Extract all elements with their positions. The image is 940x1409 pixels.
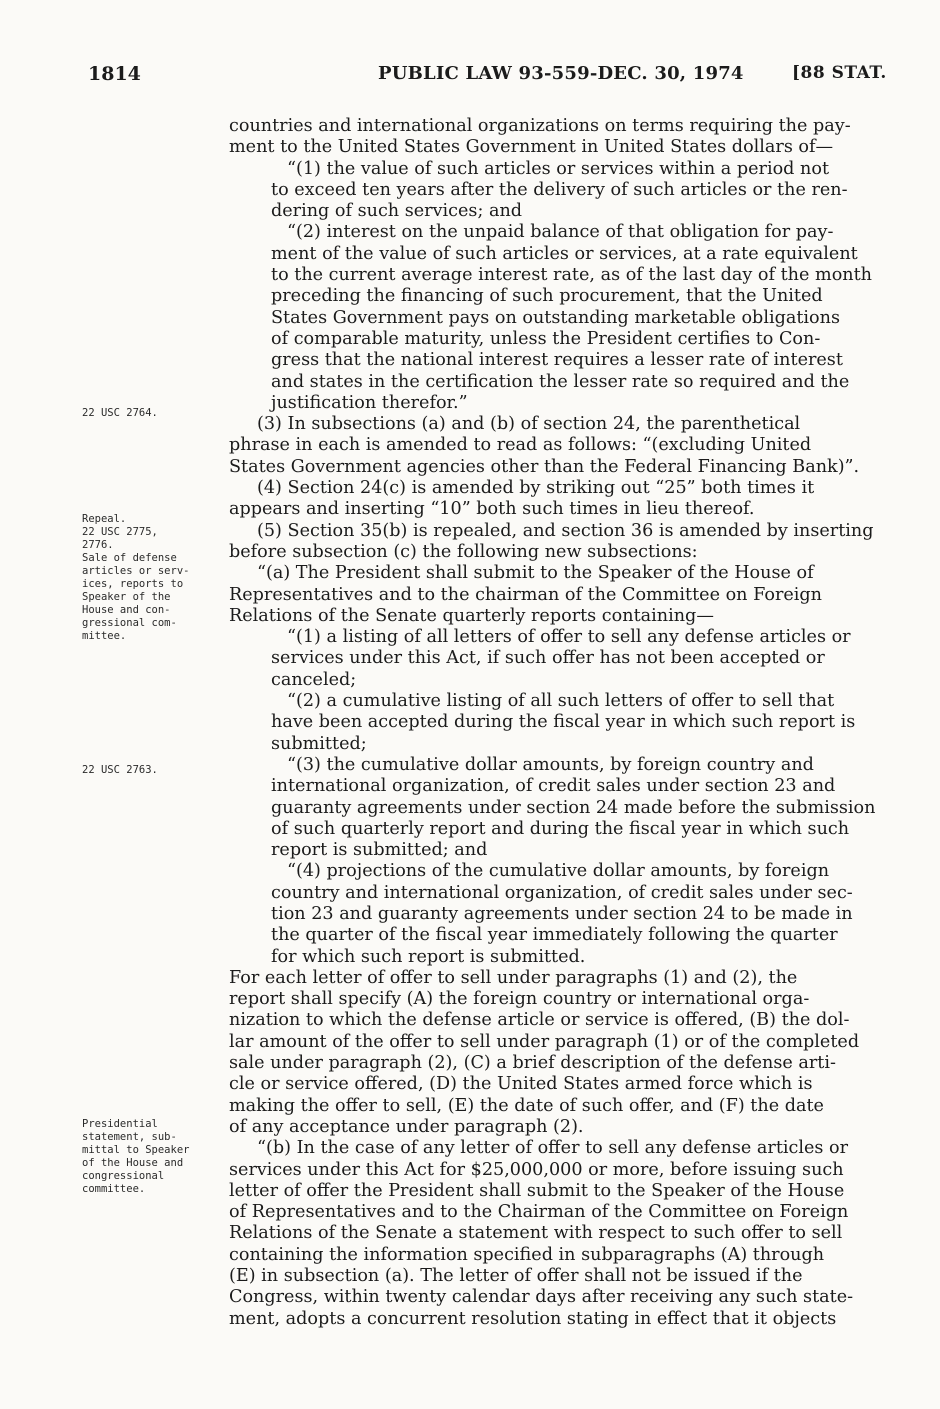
text-line: dering of such services; and bbox=[271, 201, 523, 222]
text-line: countries and international organizations on terms requiring the pay- bbox=[229, 116, 851, 136]
text-line: making the offer to sell, (E) the date of such offer, and (F) the date bbox=[229, 1095, 824, 1116]
text-line: “(2) a cumulative listing of all such letters of offer to sell that bbox=[287, 691, 835, 712]
text-line: phrase in each is amended to read as follows: “(excluding United bbox=[229, 435, 812, 456]
text-line: canceled; bbox=[271, 669, 357, 690]
margin-note-usc-2763 bbox=[82, 764, 212, 777]
text-line: nization to which the defense article or service is offered, (B) the dol- bbox=[229, 1010, 850, 1031]
margin-note-line: mittee. bbox=[82, 630, 127, 642]
text-line: country and international organization, of credit sales under sec- bbox=[271, 882, 853, 903]
margin-note-line: of the House and bbox=[82, 1157, 184, 1169]
margin-note-line: 2776. bbox=[82, 539, 114, 551]
text-line: letter of offer the President shall submit to the Speaker of the House bbox=[229, 1180, 845, 1201]
text-line: the quarter of the fiscal year immediately following the quarter bbox=[271, 925, 838, 946]
text-line: (E) in subsection (a). The letter of offer shall not be issued if the bbox=[229, 1266, 803, 1287]
margin-note-presidential-statement bbox=[82, 1118, 212, 1196]
text-line: Representatives and to the chairman of the Committee on Foreign bbox=[229, 584, 822, 605]
text-line: appears and inserting “10” both such times in lieu thereof. bbox=[229, 499, 755, 520]
volume-reference: [88 STAT. bbox=[792, 63, 887, 83]
text-line: preceding the financing of such procurement, that the United bbox=[271, 286, 823, 307]
margin-note-line: gressional com- bbox=[82, 617, 177, 629]
margin-note-line: Speaker of the bbox=[82, 591, 171, 603]
text-line: ment to the United States Government in United States dollars of— bbox=[229, 137, 834, 158]
text-line: cle or service offered, (D) the United States armed force which is bbox=[229, 1074, 813, 1095]
text-line: Congress, within twenty calendar days after receiving any such state- bbox=[229, 1287, 854, 1308]
margin-note-line: committee. bbox=[82, 1183, 146, 1195]
text-line: of any acceptance under paragraph (2). bbox=[229, 1116, 584, 1137]
text-line: submitted; bbox=[271, 733, 367, 754]
text-line: sale under paragraph (2), (C) a brief description of the defense arti- bbox=[229, 1053, 836, 1074]
text-line: “(2) interest on the unpaid balance of that obligation for pay- bbox=[287, 222, 834, 243]
margin-note-line: articles or serv- bbox=[82, 565, 190, 577]
text-line: (5) Section 35(b) is repealed, and section 36 is amended by inserting bbox=[257, 520, 874, 541]
running-title: PUBLIC LAW 93-559-DEC. 30, 1974 bbox=[378, 63, 744, 84]
text-line: lar amount of the offer to sell under paragraph (1) or of the completed bbox=[229, 1031, 860, 1052]
margin-note-line: congressional bbox=[82, 1170, 165, 1182]
text-line: “(b) In the case of any letter of offer to sell any defense articles or bbox=[257, 1138, 849, 1159]
text-line: of such quarterly report and during the fiscal year in which such bbox=[271, 818, 850, 839]
text-line: Relations of the Senate quarterly reports containing— bbox=[229, 605, 714, 626]
text-line: “(1) a listing of all letters of offer to sell any defense articles or bbox=[287, 627, 851, 648]
margin-note-repeal-reports bbox=[82, 513, 212, 643]
page-number: 1814 bbox=[88, 63, 141, 85]
text-line: to exceed ten years after the delivery of such articles or the ren- bbox=[271, 179, 848, 200]
margin-note-line: ices, reports to bbox=[82, 578, 184, 590]
text-line: “(3) the cumulative dollar amounts, by foreign country and bbox=[287, 754, 814, 775]
text-line: international organization, of credit sales under section 23 and bbox=[271, 776, 836, 797]
margin-note-line: House and con- bbox=[82, 604, 171, 616]
text-line: and states in the certification the lesser rate so required and the bbox=[271, 371, 850, 392]
text-line: report shall specify (A) the foreign country or international orga- bbox=[229, 989, 810, 1010]
text-line: Relations of the Senate a statement with respect to such offer to sell bbox=[229, 1223, 843, 1244]
text-line: tion 23 and guaranty agreements under section 24 to be made in bbox=[271, 903, 853, 924]
margin-note-line: 22 USC 2763. bbox=[82, 764, 158, 776]
text-line: “(1) the value of such articles or services within a period not bbox=[287, 158, 830, 179]
text-line: States Government agencies other than the Federal Financing Bank)”. bbox=[229, 456, 860, 477]
text-line: services under this Act for $25,000,000 or more, before issuing such bbox=[229, 1159, 844, 1180]
margin-note-usc-2764 bbox=[82, 407, 212, 420]
text-line: “(a) The President shall submit to the Speaker of the House of bbox=[257, 563, 814, 584]
text-line: States Government pays on outstanding marketable obligations bbox=[271, 307, 840, 328]
text-line: services under this Act, if such offer has not been accepted or bbox=[271, 648, 825, 669]
page-header bbox=[0, 63, 940, 91]
body-text bbox=[229, 116, 881, 1330]
text-line: to the current average interest rate, as of the last day of the month bbox=[271, 265, 873, 286]
text-line: before subsection (c) the following new subsections: bbox=[229, 541, 698, 562]
text-line: “(4) projections of the cumulative dollar amounts, by foreign bbox=[287, 861, 830, 882]
margin-note-line: 22 USC 2775, bbox=[82, 526, 158, 538]
text-line: (4) Section 24(c) is amended by striking out “25” both times it bbox=[257, 478, 815, 499]
margin-note-line: 22 USC 2764. bbox=[82, 407, 158, 419]
margin-note-line: Presidential bbox=[82, 1118, 158, 1130]
text-line: of Representatives and to the Chairman of the Committee on Foreign bbox=[229, 1202, 849, 1223]
text-line: report is submitted; and bbox=[271, 840, 488, 861]
text-line: For each letter of offer to sell under paragraphs (1) and (2), the bbox=[229, 967, 798, 988]
text-line: ment of the value of such articles or services, at a rate equivalent bbox=[271, 243, 858, 264]
text-line: (3) In subsections (a) and (b) of section 24, the parenthetical bbox=[257, 414, 801, 435]
text-line: ment, adopts a concurrent resolution stating in effect that it objects bbox=[229, 1308, 837, 1329]
text-line: have been accepted during the fiscal year in which such report is bbox=[271, 712, 856, 733]
text-line: justification therefor.” bbox=[271, 392, 468, 413]
text-line: gress that the national interest requires a lesser rate of interest bbox=[271, 350, 843, 371]
text-line: of comparable maturity, unless the President certifies to Con- bbox=[271, 328, 821, 349]
text-line: containing the information specified in subparagraphs (A) through bbox=[229, 1244, 825, 1265]
margin-note-line: Sale of defense bbox=[82, 552, 177, 564]
margin-note-line: mittal to Speaker bbox=[82, 1144, 190, 1156]
margin-note-line: Repeal. bbox=[82, 513, 127, 525]
text-line: guaranty agreements under section 24 made before the submission bbox=[271, 797, 876, 818]
text-line: for which such report is submitted. bbox=[271, 946, 586, 967]
margin-note-line: statement, sub- bbox=[82, 1131, 177, 1143]
